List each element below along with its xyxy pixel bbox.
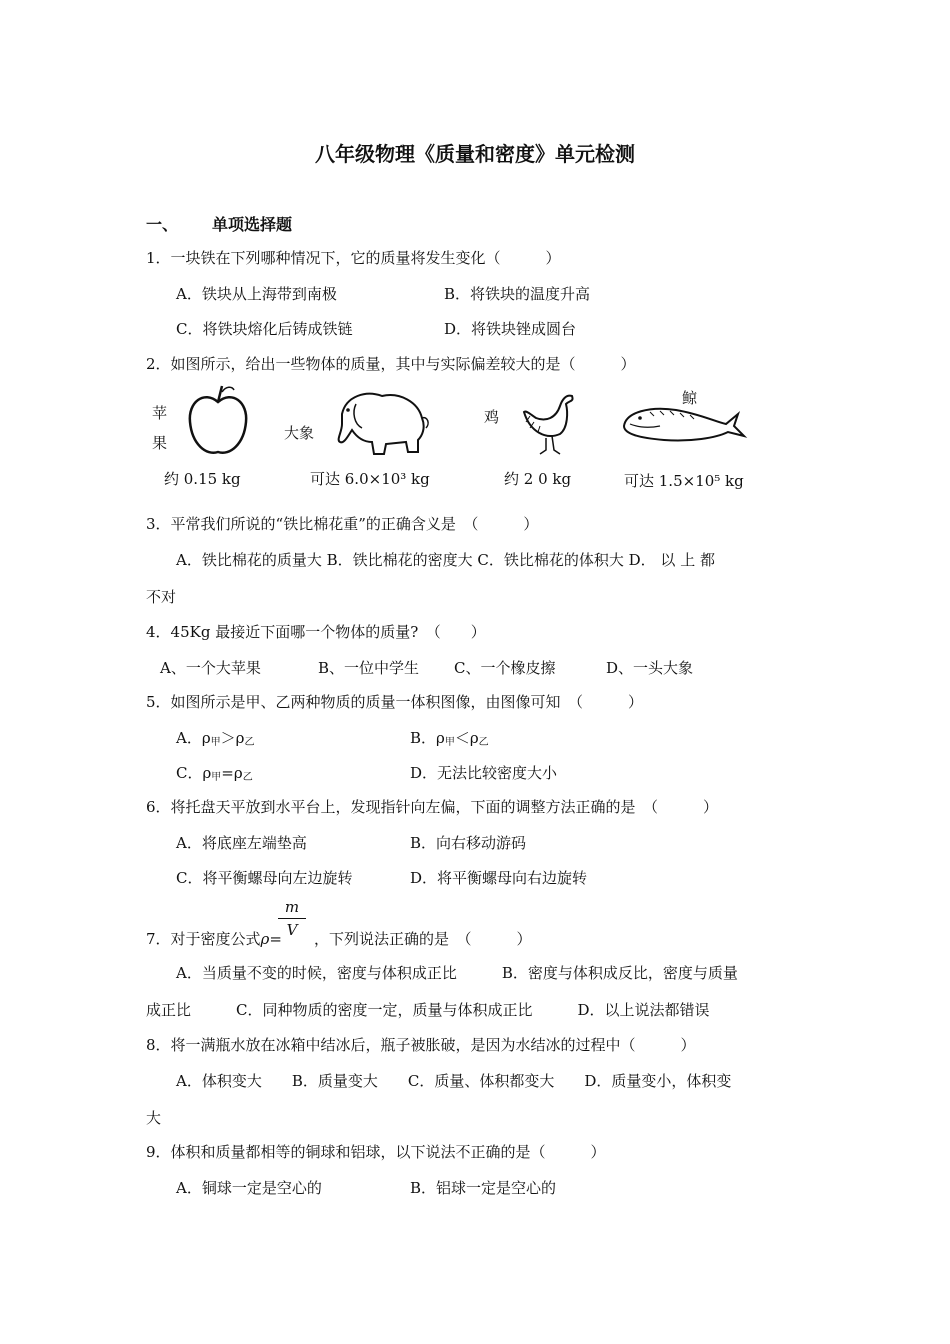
question-6-stem: 6．将托盘天平放到水平台上，发现指针向左偏，下面的调整方法正确的是 （ ） — [146, 798, 719, 816]
question-4-option-c: C、一个橡皮擦 — [454, 659, 556, 677]
chicken-illustration — [516, 392, 578, 458]
question-5-option-b: B．$\rho_甲<\rho_乙$ — [410, 729, 489, 748]
elephant-caption: 可达 6.0×10³ kg — [310, 470, 430, 488]
question-8-options-cont: 大 — [146, 1109, 162, 1127]
chicken-label: 鸡 — [484, 408, 500, 426]
question-1-stem: 1．一块铁在下列哪种情况下，它的质量将发生变化（ ） — [146, 249, 561, 267]
question-4-option-b: B、一位中学生 — [318, 659, 420, 677]
elephant-illustration — [322, 384, 432, 458]
question-9-option-b: B．铝球一定是空心的 — [410, 1179, 557, 1197]
question-7-options-cont: 成正比 C．同种物质的密度一定，质量与体积成正比 D．以上说法都错误 — [146, 1001, 710, 1019]
chicken-caption: 约 2 0 kg — [504, 470, 572, 488]
question-9-option-a: A．铜球一定是空心的 — [176, 1179, 322, 1197]
section-heading — [146, 212, 293, 235]
question-5-option-a: A．$\rho_甲>\rho_乙$ — [176, 729, 255, 748]
question-5-option-c: C．$\rho_甲=\rho_乙$ — [176, 764, 253, 783]
question-9-stem: 9．体积和质量都相等的铜球和铝球，以下说法不正确的是（ ） — [146, 1143, 606, 1161]
question-3-stem: 3．平常我们所说的“铁比棉花重”的正确含义是 （ ） — [146, 515, 539, 533]
question-3-options-cont: 不对 — [146, 588, 177, 606]
question-6-option-b: B．向右移动游码 — [410, 834, 527, 852]
whale-label: 鲸 — [682, 389, 698, 407]
question-1-option-b: B．将铁块的温度升高 — [444, 285, 591, 303]
question-1-option-d: D．将铁块锉成圆台 — [444, 320, 577, 338]
question-2-stem: 2．如图所示，给出一些物体的质量，其中与实际偏差较大的是（ ） — [146, 355, 636, 373]
question-5-option-d: D．无法比较密度大小 — [410, 764, 558, 782]
whale-illustration — [620, 404, 748, 444]
question-8-stem: 8．将一满瓶水放在冰箱中结冰后，瓶子被胀破，是因为水结冰的过程中（ ） — [146, 1036, 696, 1054]
whale-caption: 可达 1.5×10⁵ kg — [624, 472, 744, 490]
question-4-option-d: D、一头大象 — [606, 659, 694, 677]
page-title: 八年级物理《质量和密度》单元检测 — [315, 142, 635, 166]
formula-numerator: m — [284, 898, 300, 916]
question-6-option-d: D．将平衡螺母向右边旋转 — [410, 869, 588, 887]
question-4-option-a: A、一个大苹果 — [160, 659, 261, 677]
question-7-stem-start: 7．对于密度公式ρ= — [146, 930, 282, 948]
question-5-stem: 5．如图所示是甲、乙两种物质的质量一体积图像，由图像可知 （ ） — [146, 693, 644, 711]
question-1-option-c: C．将铁块熔化后铸成铁链 — [176, 320, 353, 338]
section-number: 一、 — [146, 215, 179, 234]
question-3-options: A．铁比棉花的质量大 B．铁比棉花的密度大 C．铁比棉花的体积大 D． 以 上 都 — [176, 551, 715, 569]
question-4-stem: 4．45Kg 最接近下面哪一个物体的质量? （ ） — [146, 623, 486, 641]
question-7-options: A．当质量不变的时候，密度与体积成正比 B．密度与体积成反比，密度与质量 — [176, 964, 738, 982]
question-6-option-c: C．将平衡螺母向左边旋转 — [176, 869, 353, 887]
apple-label-1: 苹 — [152, 404, 168, 422]
question-8-options: A．体积变大 B．质量变大 C．质量、体积都变大 D．质量变小，体积变 — [176, 1072, 732, 1090]
apple-caption: 约 0.15 kg — [164, 470, 241, 488]
question-6-option-a: A．将底座左端垫高 — [176, 834, 307, 852]
apple-label-2: 果 — [152, 434, 168, 452]
apple-illustration — [186, 382, 250, 458]
formula-denominator: V — [286, 921, 298, 939]
question-1-option-a: A．铁块从上海带到南极 — [176, 285, 337, 303]
question-7-stem-end: ，下列说法正确的是 （ ） — [314, 930, 532, 948]
density-formula-fraction — [272, 898, 312, 939]
section-title: 单项选择题 — [212, 215, 293, 234]
elephant-label: 大象 — [284, 424, 315, 442]
